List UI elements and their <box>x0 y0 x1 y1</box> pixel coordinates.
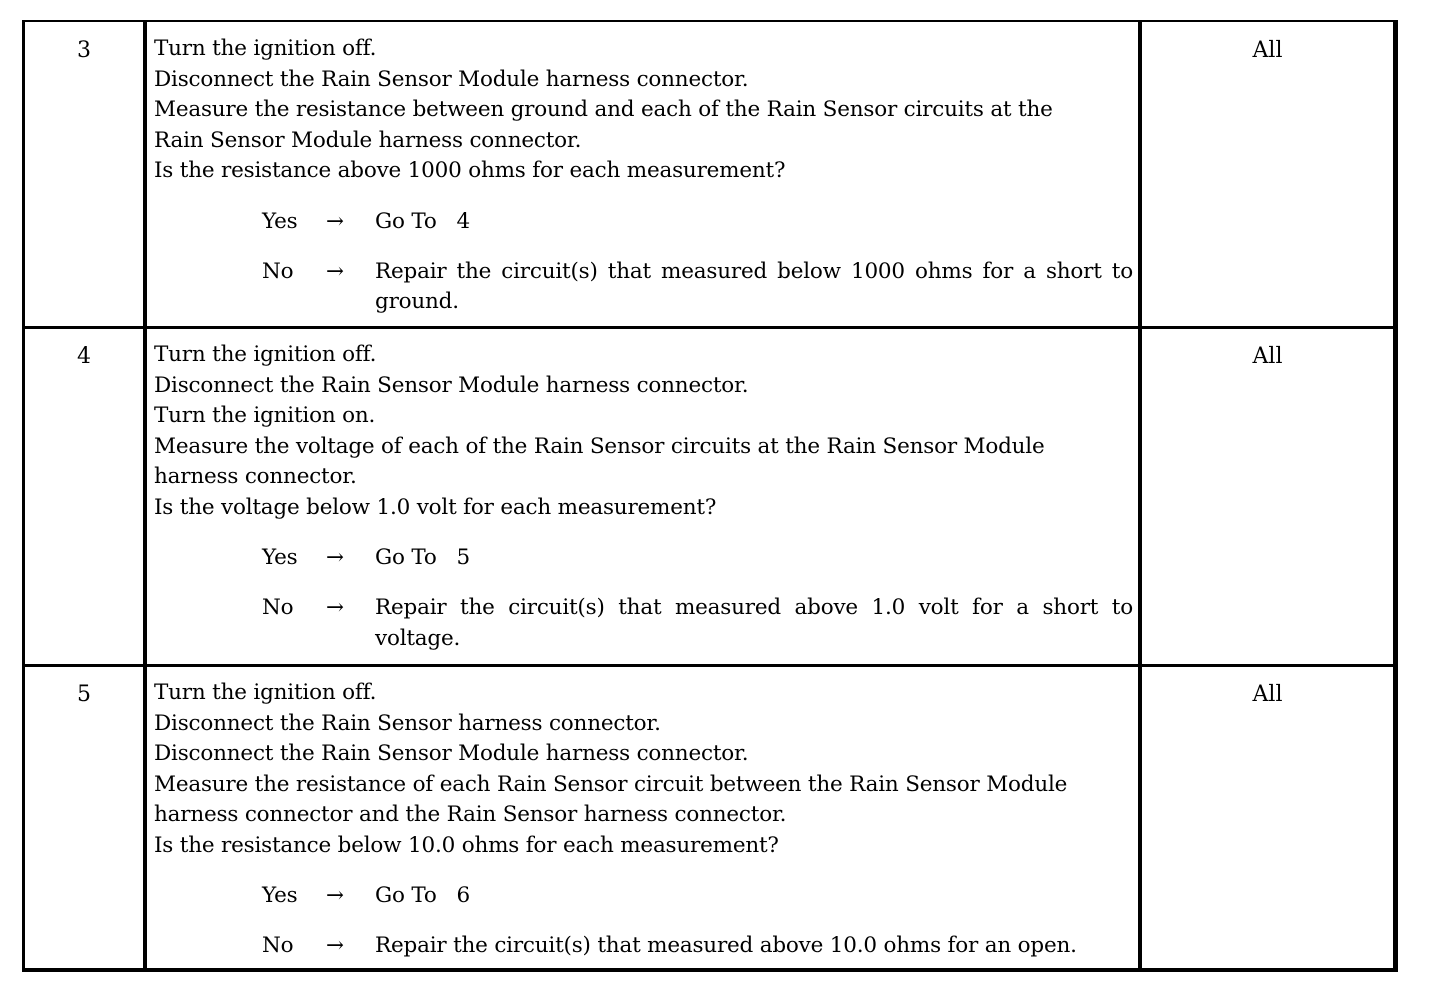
applies-to: All <box>1252 682 1283 707</box>
yes-label: Yes <box>262 545 298 570</box>
procedure-cell <box>154 34 1135 314</box>
procedure-line: Turn the ignition off. <box>154 36 377 61</box>
no-label: No <box>262 258 294 284</box>
answer-options <box>154 207 1135 314</box>
step-number: 4 <box>77 344 91 369</box>
applies-to: All <box>1252 344 1283 369</box>
applies-to: All <box>1252 38 1283 63</box>
procedure-line: Disconnect the Rain Sensor Module harness connector. <box>154 66 749 92</box>
table-row-step-3 <box>25 22 1393 328</box>
table-row-step-4 <box>25 328 1393 666</box>
yes-answer <box>154 543 1135 593</box>
procedure-line: Turn the ignition off. <box>154 342 377 367</box>
procedure-line: Is the resistance below 10.0 ohms for each measurement? <box>154 832 779 858</box>
no-action: Repair the circuit(s) that measured above 10.0 ohms for an open. <box>375 933 1077 958</box>
procedure-line: Is the resistance above 1000 ohms for each measurement? <box>154 158 786 183</box>
procedure-line: Disconnect the Rain Sensor Module harness connector. <box>154 372 749 398</box>
procedure-line: Measure the resistance of each Rain Sensor circuit between the Rain Sensor Module <box>154 771 1068 797</box>
arrow-right-icon: → <box>326 208 344 234</box>
arrow-right-icon: → <box>326 595 344 620</box>
diagnostic-table <box>22 20 1398 972</box>
arrow-right-icon: → <box>326 258 344 284</box>
arrow-right-icon: → <box>326 933 344 958</box>
no-answer <box>154 593 1135 651</box>
procedure-line: harness connector. <box>154 464 357 489</box>
no-label: No <box>262 595 294 620</box>
procedure-line: harness connector and the Rain Sensor harness connector. <box>154 802 787 827</box>
yes-action: Go To 6 <box>375 883 470 908</box>
procedure-cell <box>154 678 1135 981</box>
answer-options <box>154 881 1135 981</box>
yes-action: Go To 4 <box>375 208 470 234</box>
procedure-line: Rain Sensor Module harness connector. <box>154 127 582 153</box>
no-answer <box>154 931 1135 981</box>
arrow-right-icon: → <box>326 545 344 570</box>
procedure-line: Disconnect the Rain Sensor harness connector. <box>154 710 661 736</box>
procedure-line: Measure the voltage of each of the Rain Sensor circuits at the Rain Sensor Module <box>154 433 1045 459</box>
table-row-step-5 <box>25 666 1393 968</box>
yes-label: Yes <box>262 883 298 908</box>
step-number: 5 <box>77 682 91 707</box>
answer-options <box>154 543 1135 651</box>
procedure-line: Turn the ignition on. <box>154 403 376 428</box>
yes-action: Go To 5 <box>375 545 470 570</box>
procedure-line: Disconnect the Rain Sensor Module harness connector. <box>154 741 749 766</box>
arrow-right-icon: → <box>326 883 344 908</box>
no-answer <box>154 257 1135 314</box>
procedure-cell <box>154 340 1135 651</box>
procedure-line: Measure the resistance between ground and each of the Rain Sensor circuits at the <box>154 97 1053 122</box>
no-label: No <box>262 933 294 958</box>
no-action: Repair the circuit(s) that measured above 1.0 volt for a short to voltage. <box>375 595 1133 651</box>
no-action: Repair the circuit(s) that measured below 1000 ohms for a short to ground. <box>375 258 1133 314</box>
procedure-line: Is the voltage below 1.0 volt for each measurement? <box>154 494 717 520</box>
procedure-line: Turn the ignition off. <box>154 680 377 705</box>
yes-answer <box>154 207 1135 257</box>
yes-label: Yes <box>262 208 298 234</box>
yes-answer <box>154 881 1135 931</box>
step-number: 3 <box>77 38 91 63</box>
